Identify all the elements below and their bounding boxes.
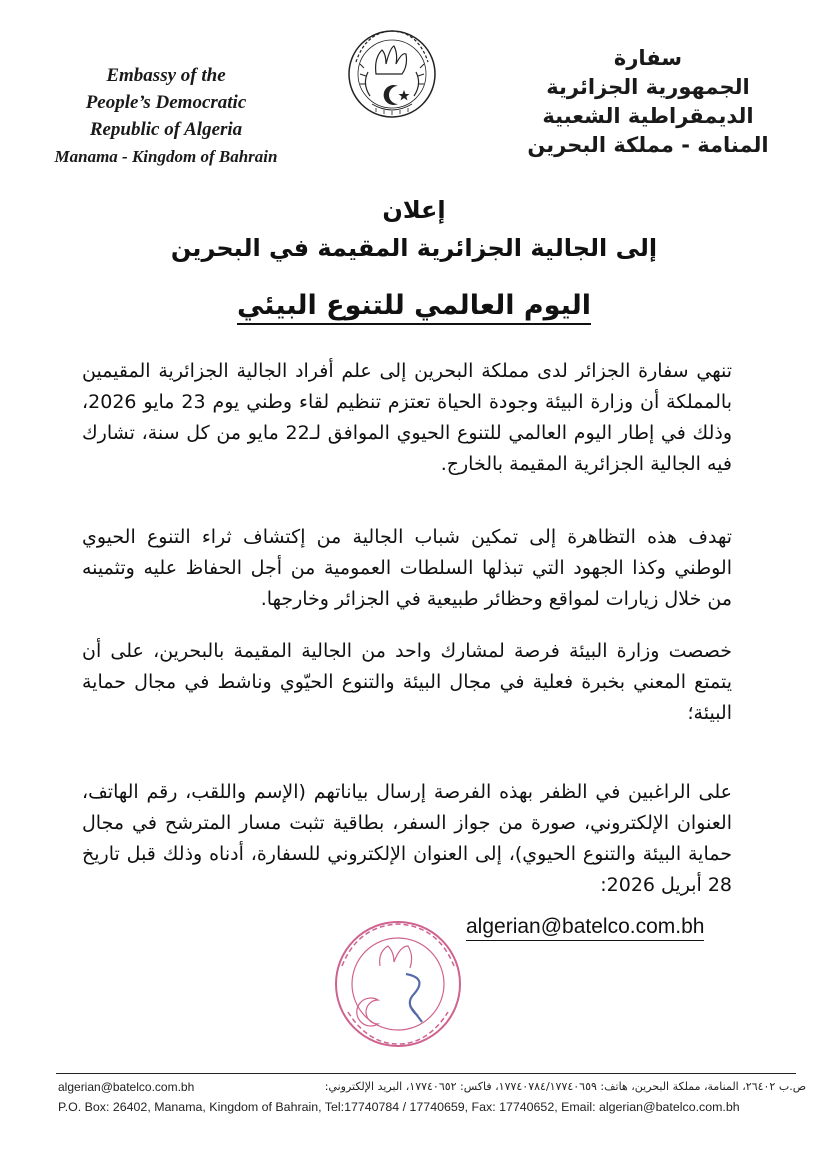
english-letterhead-line: People’s Democratic xyxy=(85,92,247,113)
contact-email[interactable]: algerian@batelco.com.bh xyxy=(466,914,704,941)
english-letterhead-location: Manama - Kingdom of Bahrain xyxy=(54,147,278,166)
announcement-heading: إعلان xyxy=(382,196,446,224)
arabic-letterhead-line: سفارة xyxy=(613,46,683,70)
english-letterhead-line: Embassy of the xyxy=(106,65,226,86)
arabic-letterhead-line: الديمقراطية الشعبية xyxy=(542,104,754,128)
body-paragraph: تنهي سفارة الجزائر لدى مملكة البحرين إلى علم أفراد الجالية الجزائرية المقيمين بالمملكة أن وزارة البيئة وجودة الحياة تعتزم تنظيم لقاء وطني يوم 23 مايو 2026، وذلك في إطار اليوم العالمي للتنوع الحيوي الموافق لـ22 مايو من كل سنة، تشارك فيه الجالية الجزائرية المقيمة بالخارج. xyxy=(82,360,732,475)
footer-email[interactable]: algerian@batelco.com.bh xyxy=(58,1080,195,1094)
embassy-stamp-icon xyxy=(318,916,478,1052)
footer-english-address: P.O. Box: 26402, Manama, Kingdom of Bahrain, Tel:17740784 / 17740659, Fax: 17740652, Email: algerian@batelco.com.bh xyxy=(58,1100,740,1114)
body-paragraph: على الراغبين في الظفر بهذه الفرصة إرسال بياناتهم (الإسم واللقب، رقم الهاتف، العنوان الإلكتروني، صورة من جواز السفر، بطاقية تثبت مسار المترشح في مجال حماية البيئة والتنوع الحيوي)، إلى العنوان الإلكتروني للسفارة، أدناه وذلك قبل تاريخ 28 أبريل 2026: xyxy=(82,781,732,896)
body-paragraph: خصصت وزارة البيئة فرصة لمشارك واحد من الجالية المقيمة بالبحرين، على أن يتمتع المعني بخبرة فعلية في مجال البيئة والتنوع الحيّوي وناشط في مجال حماية البيئة؛ xyxy=(82,640,732,724)
announcement-subject xyxy=(0,290,828,321)
arabic-letterhead xyxy=(518,44,778,160)
english-letterhead-line: Republic of Algeria xyxy=(89,119,243,140)
body-paragraph: تهدف هذه التظاهرة إلى تمكين شباب الجالية من إكتشاف ثراء التنوع الحيوي الوطني وكذا الجهود التي تبذلها السلطات العمومية من أجل الحفاظ عليه وتثمينه من خلال زيارات لمواقع وحظائر طبيعية في الجزائر وخارجها. xyxy=(82,526,732,610)
algeria-emblem-icon xyxy=(346,24,438,124)
announcement-subject-text: اليوم العالمي للتنوع البيئي xyxy=(237,290,591,325)
arabic-letterhead-line: الجمهورية الجزائرية xyxy=(546,75,750,99)
announcement-audience: إلى الجالية الجزائرية المقيمة في البحرين xyxy=(170,234,658,262)
english-letterhead xyxy=(36,62,296,170)
footer-arabic-address: ص.ب ٢٦٤٠٢، المنامة، مملكة البحرين، هاتف: ١٧٧٤٠٧٨٤/١٧٧٤٠٦٥٩، فاكس: ١٧٧٤٠٦٥٢، البريد الإلكتروني: xyxy=(324,1080,806,1093)
arabic-letterhead-location: المنامة - مملكة البحرين xyxy=(527,133,769,157)
footer-divider xyxy=(56,1073,796,1074)
